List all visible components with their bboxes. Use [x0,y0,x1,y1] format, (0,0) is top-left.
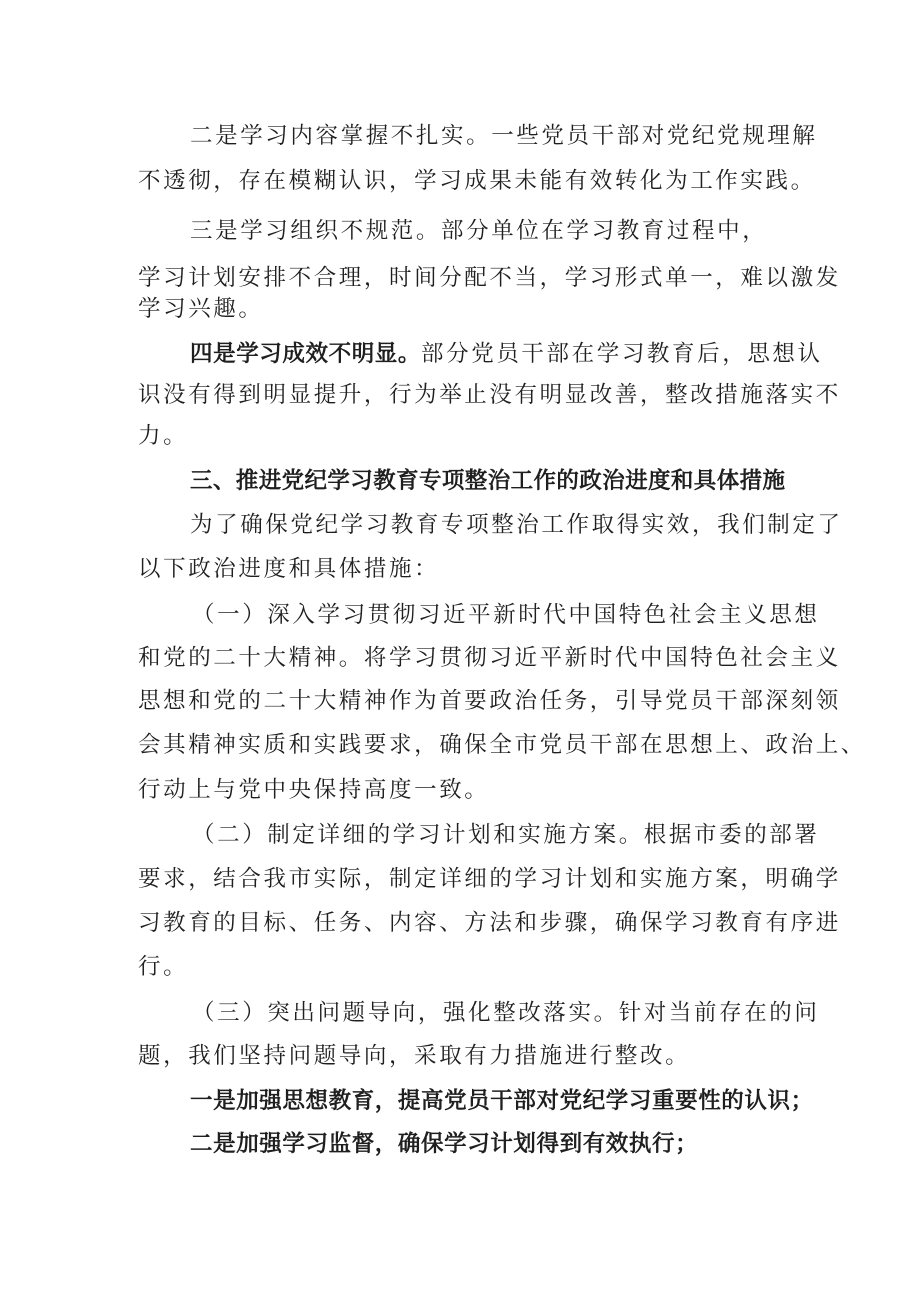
paragraph-line-rest: 部分党员干部在学习教育后，思想认 [421,341,823,367]
paragraph-line: 思想和党的二十大精神作为首要政治任务，引导党员干部深刻领 [138,688,841,714]
paragraph-line: （一）深入学习贯彻习近平新时代中国特色社会主义思想 [192,602,820,628]
paragraph-line: 学习兴趣。 [138,296,264,322]
paragraph-line: （二）制定详细的学习计划和实施方案。根据市委的部署 [192,822,820,848]
paragraph-line: 会其精神实质和实践要求，确保全市党员干部在思想上、政治上、 [138,732,866,758]
paragraph-line: 题，我们坚持问题导向，采取有力措施进行整改。 [138,1043,691,1069]
paragraph-line: 二是学习内容掌握不扎实。一些党员干部对党纪党规理解 [190,123,818,149]
paragraph-line: 学习计划安排不合理，时间分配不当，学习形式单一，难以激发 [138,265,841,291]
paragraph-line: 行。 [138,954,189,980]
paragraph-line: 习教育的目标、任务、内容、方法和步骤，确保学习教育有序进 [138,910,841,936]
paragraph-line: 不透彻，存在模糊认识，学习成果未能有效转化为工作实践。 [138,168,816,194]
paragraph-line: 行动上与党中央保持高度一致。 [138,777,490,803]
paragraph-line: 三是学习组织不规范。部分单位在学习教育过程中， [190,218,768,244]
paragraph-lead: 四是学习成效不明显。 [190,341,422,367]
paragraph-line: 二是加强学习监督，确保学习计划得到有效执行； [190,1131,699,1157]
paragraph-line: 为了确保党纪学习教育专项整治工作取得实效，我们制定了 [190,512,843,538]
section-heading: 三、推进党纪学习教育专项整治工作的政治进度和具体措施 [190,468,786,494]
paragraph-line [190,339,823,369]
paragraph-line: 要求，结合我市实际，制定详细的学习计划和实施方案，明确学 [138,866,841,892]
paragraph-line: 识没有得到明显提升，行为举止没有明显改善，整改措施落实不 [138,382,841,408]
paragraph-line: 力。 [138,423,189,449]
paragraph-line: 一是加强思想教育，提高党员干部对党纪学习重要性的认识； [190,1088,814,1114]
paragraph-line: 以下政治进度和具体措施： [138,556,440,582]
paragraph-line: （三）突出问题导向，强化整改落实。针对当前存在的问 [192,1000,820,1026]
paragraph-line: 和党的二十大精神。将学习贯彻习近平新时代中国特色社会主义 [138,645,841,671]
